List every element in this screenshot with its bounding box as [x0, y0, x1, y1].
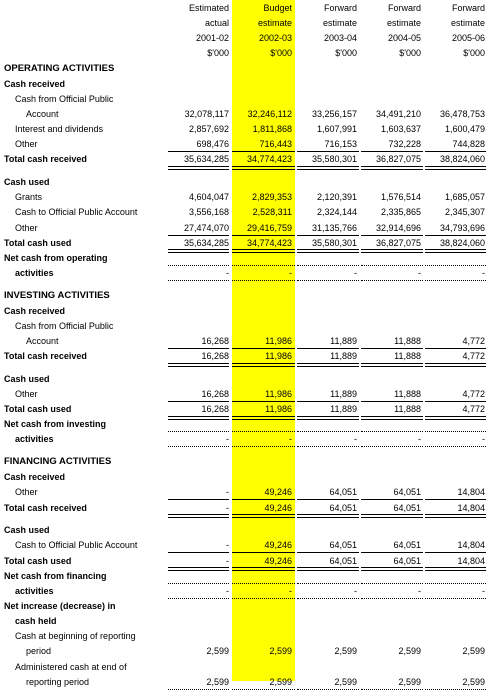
value-cell: 1,600,479 — [444, 124, 485, 135]
value-cell: 11,889 — [330, 389, 357, 399]
header-col-3: $'000 — [335, 48, 357, 58]
value-cell: - — [289, 585, 292, 596]
total-rule — [361, 514, 423, 518]
value-cell: - — [289, 434, 292, 445]
header-col-5: $'000 — [463, 48, 485, 58]
value-cell: 2,857,692 — [188, 124, 229, 135]
value-cell: 16,268 — [201, 404, 229, 415]
table-row — [0, 205, 488, 219]
value-cell: 64,051 — [329, 502, 357, 513]
value-cell: 11,986 — [265, 389, 292, 399]
total-rule — [425, 514, 486, 518]
value-cell: 2,599 — [462, 676, 485, 687]
table-row — [0, 660, 488, 674]
value-cell: 11,986 — [265, 351, 292, 362]
value-cell: 2,599 — [269, 646, 292, 657]
table-row — [0, 538, 488, 552]
value-cell: 11,888 — [394, 404, 421, 415]
dotted-rule — [232, 280, 295, 281]
value-cell: 2,829,353 — [251, 192, 292, 203]
table-row — [0, 319, 488, 333]
value-cell: 4,604,047 — [188, 192, 229, 203]
row-label: activities — [15, 434, 54, 445]
value-cell: 2,335,865 — [380, 207, 421, 218]
value-cell: 34,491,210 — [375, 108, 421, 119]
row-label: Total cash used — [4, 404, 72, 415]
value-cell: 1,576,514 — [380, 192, 421, 203]
header-col-2: 2002-03 — [258, 33, 292, 43]
value-cell: 35,634,285 — [183, 154, 229, 165]
row-label: Cash received — [4, 78, 66, 89]
dotted-rule — [232, 446, 295, 447]
value-cell: 64,051 — [393, 540, 421, 551]
header-col-1: Estimated — [188, 3, 229, 13]
value-cell: 34,774,423 — [246, 154, 292, 165]
value-cell: 32,078,117 — [184, 108, 229, 119]
value-cell: 11,889 — [330, 336, 357, 347]
dotted-rule — [168, 446, 229, 447]
value-cell: 49,246 — [264, 540, 292, 551]
table-row — [0, 614, 488, 628]
total-rule — [361, 166, 423, 170]
header-col-1: 2001-02 — [195, 33, 229, 43]
value-cell: 14,804 — [457, 555, 485, 566]
row-label: Total cash received — [4, 154, 87, 165]
value-cell: - — [418, 434, 421, 445]
section-heading — [0, 455, 488, 469]
value-cell: 34,793,696 — [439, 222, 485, 233]
value-cell: 16,268 — [201, 336, 229, 347]
value-cell: - — [354, 434, 357, 445]
table-row — [0, 251, 488, 265]
row-label: Net cash from financing — [4, 570, 107, 581]
table-row — [0, 236, 488, 250]
value-cell: 2,345,307 — [444, 207, 485, 218]
value-cell: - — [482, 585, 485, 596]
value-cell: 4,772 — [462, 389, 485, 399]
table-row — [0, 304, 488, 318]
table-row — [0, 599, 488, 613]
row-label: Total cash used — [4, 237, 72, 248]
row-label: Cash at beginning of reporting — [15, 631, 136, 642]
value-cell: 33,256,157 — [311, 108, 357, 119]
value-cell: 11,986 — [265, 336, 292, 347]
header-col-1: $'000 — [207, 48, 229, 58]
value-cell: 64,051 — [393, 502, 421, 513]
value-cell: 732,228 — [388, 139, 421, 150]
row-label: cash held — [15, 616, 57, 627]
value-cell: - — [226, 540, 229, 551]
row-label: INVESTING ACTIVITIES — [4, 289, 110, 301]
table-row — [0, 644, 488, 658]
value-cell: 64,051 — [329, 487, 357, 498]
table-row — [0, 675, 488, 689]
value-cell: 4,772 — [462, 351, 485, 362]
table-row — [0, 190, 488, 204]
value-cell: - — [226, 585, 229, 596]
table-row — [0, 107, 488, 121]
row-label: Cash used — [4, 177, 50, 188]
row-label: Total cash used — [4, 555, 72, 566]
total-rule — [232, 514, 295, 518]
table-row — [0, 77, 488, 91]
value-cell: 11,986 — [265, 404, 292, 415]
table-row — [0, 334, 488, 348]
row-label: period — [26, 646, 52, 657]
table-row — [0, 92, 488, 106]
row-label: Cash received — [4, 472, 66, 483]
value-cell: - — [482, 434, 485, 445]
header-col-1: actual — [204, 18, 229, 28]
value-cell: - — [354, 585, 357, 596]
header-col-3: 2003-04 — [323, 33, 357, 43]
header-col-4: Forward — [387, 3, 421, 13]
row-label: Other — [15, 139, 38, 150]
total-rule — [297, 166, 359, 170]
table-row — [0, 554, 488, 568]
dotted-rule — [425, 446, 486, 447]
table-row — [0, 372, 488, 386]
table-row — [0, 501, 488, 515]
value-cell: - — [226, 555, 229, 566]
row-label: Administered cash at end of — [15, 661, 127, 672]
table-row — [0, 349, 488, 363]
value-cell: 32,246,112 — [247, 108, 292, 119]
section-heading — [0, 289, 488, 303]
value-cell: 64,051 — [393, 487, 421, 498]
row-label: FINANCING ACTIVITIES — [4, 456, 112, 468]
total-rule — [361, 363, 423, 367]
section-heading — [0, 62, 488, 76]
value-cell: 2,599 — [398, 646, 421, 657]
value-cell: 14,804 — [457, 502, 485, 513]
value-cell: 34,774,423 — [246, 237, 292, 248]
table-row — [0, 175, 488, 189]
table-row — [0, 584, 488, 598]
value-cell: 2,599 — [334, 676, 357, 687]
header-col-2: Budget — [263, 3, 292, 13]
row-label: Total cash received — [4, 351, 87, 362]
table-row — [0, 569, 488, 583]
total-rule — [232, 166, 295, 170]
value-cell: 3,556,168 — [188, 207, 229, 218]
value-cell: 2,528,311 — [252, 207, 292, 218]
value-cell: 11,889 — [330, 404, 357, 415]
row-label: Cash to Official Public Account — [15, 207, 138, 218]
row-label: Cash from Official Public — [15, 93, 114, 104]
table-row — [0, 417, 488, 431]
row-label: reporting period — [26, 676, 90, 687]
value-cell: 4,772 — [462, 336, 485, 347]
value-cell: 716,153 — [324, 139, 357, 150]
header-col-5: estimate — [450, 18, 485, 28]
row-label: Other — [15, 389, 38, 399]
row-label: Other — [15, 222, 38, 233]
value-cell: 2,599 — [334, 646, 357, 657]
value-cell: 35,634,285 — [183, 237, 229, 248]
header-col-3: estimate — [322, 18, 357, 28]
header-col-2: estimate — [257, 18, 292, 28]
value-cell: - — [289, 267, 292, 278]
row-label: Total cash received — [4, 502, 87, 513]
row-label: Net cash from operating — [4, 252, 108, 263]
value-cell: 2,599 — [269, 676, 292, 687]
total-rule — [297, 514, 359, 518]
table-row — [0, 387, 488, 401]
row-label: Cash to Official Public Account — [15, 540, 138, 551]
value-cell: 1,607,991 — [316, 124, 357, 135]
value-cell: 64,051 — [329, 555, 357, 566]
value-cell: 36,478,753 — [439, 108, 485, 119]
value-cell: 1,685,057 — [444, 192, 485, 203]
value-cell: - — [226, 502, 229, 513]
value-cell: 36,827,075 — [375, 237, 421, 248]
header-col-2: $'000 — [270, 48, 292, 58]
table-row — [0, 152, 488, 166]
value-cell: 35,580,301 — [311, 237, 357, 248]
table-row — [0, 432, 488, 446]
table-row — [0, 221, 488, 235]
table-row — [0, 402, 488, 416]
value-cell: 11,888 — [394, 389, 421, 399]
value-cell: 1,603,637 — [380, 124, 421, 135]
value-cell: 16,268 — [201, 389, 229, 399]
dotted-rule — [168, 280, 229, 281]
row-label: Net cash from investing — [4, 419, 107, 430]
dotted-rule — [361, 280, 423, 281]
value-cell: 11,888 — [394, 351, 421, 362]
row-label: Cash used — [4, 373, 50, 384]
header-col-4: 2004-05 — [387, 33, 421, 43]
total-rule — [168, 166, 229, 170]
value-cell: 2,599 — [462, 646, 485, 657]
value-cell: 716,443 — [259, 139, 292, 150]
value-cell: 16,268 — [201, 351, 229, 362]
value-cell: 14,804 — [457, 487, 485, 498]
value-cell: 32,914,696 — [375, 222, 421, 233]
value-cell: 2,324,144 — [316, 207, 357, 218]
value-cell: 27,474,070 — [183, 222, 229, 233]
total-rule — [168, 363, 229, 367]
value-cell: 11,889 — [330, 351, 357, 362]
table-row — [0, 266, 488, 280]
value-cell: - — [226, 267, 229, 278]
header-row-3 — [0, 31, 488, 45]
row-label: Account — [26, 336, 59, 347]
value-cell: - — [226, 434, 229, 445]
table-row — [0, 485, 488, 499]
table-row — [0, 629, 488, 643]
total-rule — [297, 363, 359, 367]
row-label: Cash from Official Public — [15, 320, 114, 331]
header-col-5: Forward — [451, 3, 485, 13]
value-cell: 744,828 — [452, 139, 485, 150]
value-cell: 2,599 — [206, 646, 229, 657]
total-rule — [168, 514, 229, 518]
value-cell: - — [354, 267, 357, 278]
header-col-3: Forward — [323, 3, 357, 13]
row-label: Cash used — [4, 525, 50, 536]
value-cell: 31,135,766 — [311, 222, 357, 233]
total-rule — [425, 363, 486, 367]
total-rule — [425, 166, 486, 170]
value-cell: - — [226, 487, 229, 498]
value-cell: 1,811,868 — [252, 124, 292, 135]
value-cell: 4,772 — [462, 404, 485, 415]
row-label: Account — [26, 108, 59, 119]
row-label: activities — [15, 585, 54, 596]
value-cell: 698,476 — [196, 139, 229, 150]
table-row — [0, 470, 488, 484]
header-col-4: estimate — [386, 18, 421, 28]
header-row-4 — [0, 46, 488, 60]
value-cell: 2,599 — [206, 676, 229, 687]
value-cell: 2,599 — [398, 676, 421, 687]
value-cell: 49,246 — [264, 487, 292, 498]
dotted-rule — [297, 280, 359, 281]
dotted-rule — [361, 446, 423, 447]
header-row-1 — [0, 1, 488, 15]
row-label: OPERATING ACTIVITIES — [4, 62, 115, 74]
value-cell: 38,824,060 — [439, 237, 485, 248]
row-label: Net increase (decrease) in — [4, 600, 116, 611]
total-rule — [232, 363, 295, 367]
dotted-rule — [425, 280, 486, 281]
table-row — [0, 122, 488, 136]
dotted-rule — [297, 446, 359, 447]
value-cell: 49,246 — [264, 555, 292, 566]
value-cell: 11,888 — [394, 336, 421, 347]
value-cell: 14,804 — [457, 540, 485, 551]
row-label: Cash received — [4, 305, 66, 316]
value-cell: 36,827,075 — [375, 154, 421, 165]
value-cell: 64,051 — [393, 555, 421, 566]
row-label: activities — [15, 267, 54, 278]
value-cell: 38,824,060 — [439, 154, 485, 165]
value-cell: 64,051 — [329, 540, 357, 551]
table-row — [0, 137, 488, 151]
value-cell: 29,416,759 — [246, 222, 292, 233]
header-col-5: 2005-06 — [451, 33, 485, 43]
row-label: Interest and dividends — [15, 124, 104, 135]
value-cell: - — [418, 585, 421, 596]
value-cell: 2,120,391 — [316, 192, 357, 203]
value-cell: - — [418, 267, 421, 278]
header-row-2 — [0, 16, 488, 30]
value-cell: - — [482, 267, 485, 278]
value-cell: 49,246 — [264, 502, 292, 513]
value-cell: 35,580,301 — [311, 154, 357, 165]
row-label: Grants — [15, 192, 43, 203]
header-col-4: $'000 — [399, 48, 421, 58]
row-label: Other — [15, 487, 38, 498]
table-row — [0, 523, 488, 537]
